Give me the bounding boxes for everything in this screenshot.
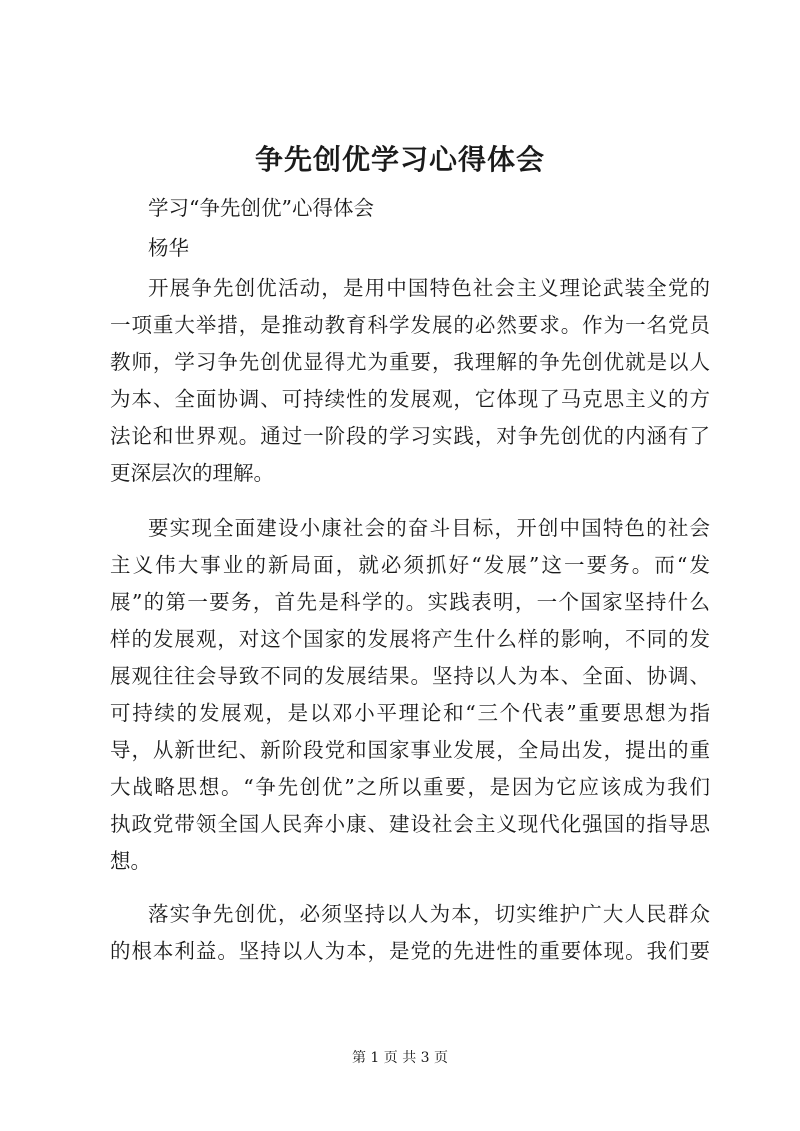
document-subtitle: 学习“争先创优”心得体会 — [148, 196, 374, 220]
paragraph-3-line-1: 落实争先创优，必须坚持以人为本，切实维护广大人民群众 — [148, 902, 710, 926]
paragraph-1-line-4: 为本、全面协调、可持续性的发展观，它体现了马克思主义的方 — [110, 387, 710, 411]
paragraph-1-line-2: 一项重大举措，是推动教育科学发展的必然要求。作为一名党员 — [110, 313, 710, 337]
paragraph-2-line-8: 大战略思想。“争先创优”之所以重要，是因为它应该成为我们 — [110, 775, 710, 799]
paragraph-2-line-1: 要实现全面建设小康社会的奋斗目标，开创中国特色的社会 — [148, 516, 710, 540]
paragraph-2-line-5: 展观往往会导致不同的发展结果。坚持以人为本、全面、协调、 — [110, 664, 710, 688]
paragraph-3-line-2: 的根本利益。坚持以人为本，是党的先进性的重要体现。我们要 — [110, 939, 710, 963]
paragraph-2-line-2: 主义伟大事业的新局面，就必须抓好“发展”这一要务。而“发 — [110, 553, 710, 577]
paragraph-1-line-6: 更深层次的理解。 — [110, 461, 274, 485]
paragraph-2-line-10: 想。 — [110, 849, 151, 873]
paragraph-2-line-7: 导，从新世纪、新阶段党和国家事业发展，全局出发，提出的重 — [110, 738, 710, 762]
paragraph-2-line-3: 展”的第一要务，首先是科学的。实践表明，一个国家坚持什么 — [110, 590, 710, 614]
paragraph-1-line-1: 开展争先创优活动，是用中国特色社会主义理论武装全党的 — [148, 276, 710, 300]
paragraph-2-line-6: 可持续的发展观，是以邓小平理论和“三个代表”重要思想为指 — [110, 701, 710, 725]
paragraph-1-line-3: 教师，学习争先创优显得尤为重要，我理解的争先创优就是以人 — [110, 350, 710, 374]
author-name: 杨华 — [148, 236, 189, 260]
paragraph-2-line-9: 执政党带领全国人民奔小康、建设社会主义现代化强国的指导思 — [110, 812, 710, 836]
page-number-footer: 第 1 页 共 3 页 — [351, 1050, 449, 1066]
paragraph-1-line-5: 法论和世界观。通过一阶段的学习实践，对争先创优的内涵有了 — [110, 424, 710, 448]
document-title: 争先创优学习心得体会 — [254, 143, 545, 176]
paragraph-2-line-4: 样的发展观，对这个国家的发展将产生什么样的影响，不同的发 — [110, 627, 710, 651]
